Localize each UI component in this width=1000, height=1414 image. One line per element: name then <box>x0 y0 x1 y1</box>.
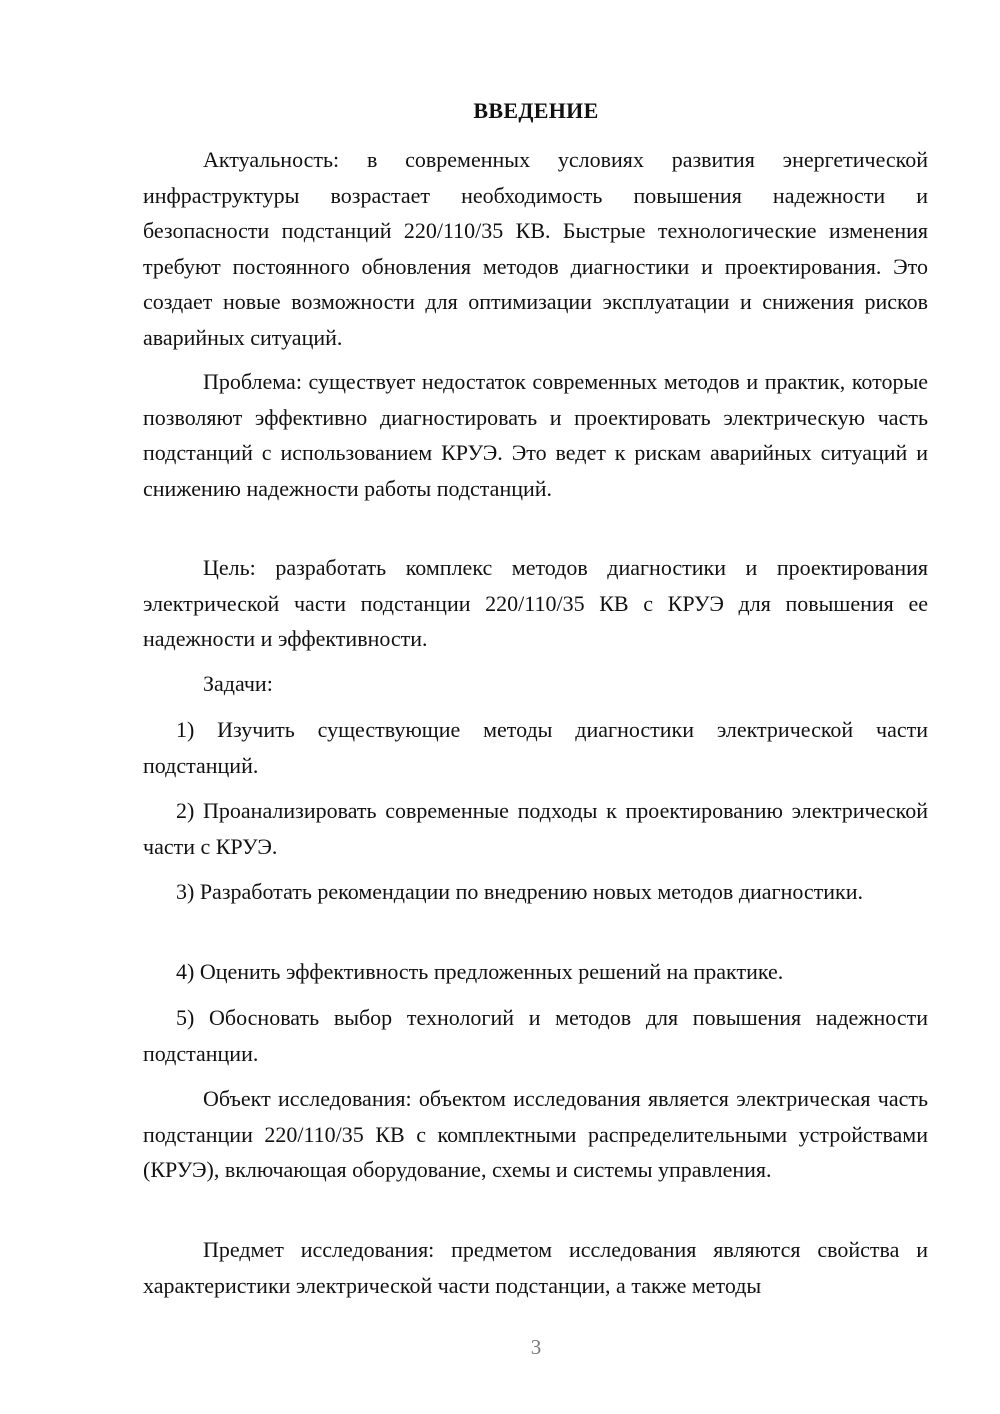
paragraph-problem: Проблема: существует недостаток современных методов и практик, которые позволяют эффективно диагностировать и проектировать электрическую часть подстанций с использованием КРУЭ. Это ведет к рискам аварийных ситуаций и снижению надежности работы подстанций. <box>143 369 928 501</box>
section-title: ВВЕДЕНИЕ <box>473 98 599 123</box>
task-item-3: 3) Разработать рекомендации по внедрению новых методов диагностики. <box>176 879 864 904</box>
task-item-2: 2) Проанализировать современные подходы к проектированию электрической части с КРУЭ. <box>143 798 928 859</box>
task-item-5: 5) Обосновать выбор технологий и методов для повышения надежности подстанции. <box>143 1005 928 1066</box>
task-item-4: 4) Оценить эффективность предложенных решений на практике. <box>176 959 784 984</box>
task-item-1: 1) Изучить существующие методы диагностики электрической части подстанций. <box>143 717 928 778</box>
tasks-heading: Задачи: <box>203 671 273 696</box>
paragraph-relevance: Актуальность: в современных условиях развития энергетической инфраструктуры возрастает необходимость повышения надежности и безопасности подстанций 220/110/35 КВ. Быстрые технологические изменения требуют постоянного обновления методов диагностики и проектирования. Это создает новые возможности для оптимизации эксплуатации и снижения рисков аварийных ситуаций. <box>143 147 928 350</box>
paragraph-object: Объект исследования: объектом исследования является электрическая часть подстанции 220/110/35 КВ с комплектными распределительными устройствами (КРУЭ), включающая оборудование, схемы и системы управления. <box>143 1086 928 1182</box>
page-number: 3 <box>530 1335 542 1359</box>
paragraph-subject: Предмет исследования: предметом исследования являются свойства и характеристики электрической части подстанции, а также методы <box>143 1237 928 1298</box>
paragraph-goal: Цель: разработать комплекс методов диагностики и проектирования электрической части подстанции 220/110/35 КВ с КРУЭ для повышения ее надежности и эффективности. <box>143 555 928 651</box>
